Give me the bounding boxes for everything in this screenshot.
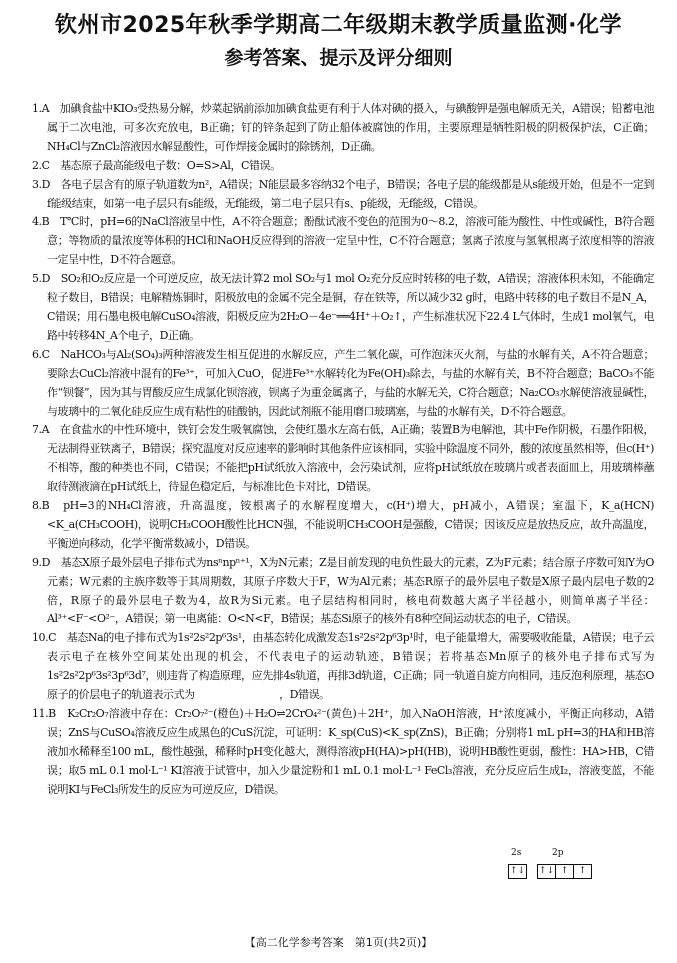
- answer-9: [32, 554, 654, 630]
- answer-text: D SO₂和O₂反应是一个可逆反应，故无法计算2 mol SO₂与1 mol O₂充分反应时转移的电子数，A错误；溶液体积未知，不能确定粒子数目，B错误；电解精炼铜时，阳极放电的金属不完全是铜，存在铁等，所以减少32 g时，电路中转移的电子数目不是N_A，C错误；用石墨电极电解CuSO₄溶液，阳极反应为2H₂O－4e⁻══4H⁺＋O₂↑，产生标准状况下22.4 L气体时，生成1 mol氧气，电路中转移4N_A个电子，D正确。: [41, 272, 654, 342]
- answer-number: 3.: [32, 177, 42, 191]
- answer-text: D 各电子层含有的原子轨道数为n²，A错误；N能层最多容纳32个电子，B错误；各电子层的能级都是从s能级开始，但是不一定到f能级结束，如第一电子层只有s能级，无f能级，第二电子层只有s、p能级，无f能级，C错误。: [41, 177, 654, 210]
- answer-6: [32, 346, 654, 422]
- orbital-box-2p: ↑↓: [537, 864, 556, 879]
- answer-number: 5.: [32, 272, 42, 286]
- answer-number: 11.: [32, 707, 49, 720]
- answer-text: C NaHCO₃与Al₂(SO₄)₃两种溶液发生相互促进的水解反应，产生二氧化碳，可作泡沫灭火剂，与盐的水解有关，A不符合题意；要除去CuCl₂溶液中混有的Fe³⁺，可加入CuO，促进Fe³⁺水解转化为Fe(OH)₃除去，与盐的水解有关，B不符合题意；BaCO₃不能作“钡餐”，因为其与胃酸反应生成氯化钡溶液，钡离子为重金属离子，与盐的水解无关，C符合题意；Na₂CO₃水解使溶液显碱性，与玻璃中的二氧化硅反应生成有粘性的硅酸钠，因此试剂瓶不能用磨口玻璃塞，与盐的水解有关，D不符合题意。: [41, 347, 654, 418]
- answer-number: 6.: [32, 347, 42, 361]
- answer-text: A 加碘食盐中KIO₃受热易分解，炒菜起锅前添加加碘食盐更有利于人体对碘的摄入，与碘酸钾是强电解质无关，A错误；铅蓄电池属于二次电池，可多次充放电，B正确；钉的锌条起到了防止船体被腐蚀的作用，主要原理是牺牲阳极的阴极保护法，C正确；NH₄Cl与ZnCl₂溶液因水解显酸性，可作焊接金属时的除锈剂，D正确。: [41, 102, 654, 153]
- orbital-box-2s: ↑↓: [508, 864, 527, 879]
- page-footer: 【高二化学参考答案 第1页(共2页)】: [244, 936, 433, 949]
- answer-text: C 基态Na的电子排布式为1s²2s²2p⁶3s¹，由基态转化成激发态1s²2s²2p⁶3p¹时，电子能量增大，需要吸收能量，A错误；电子云表示电子在核外空间某处出现的机会，不代表电子的运动轨迹，B错误；若将基态Mn原子的核外电子排布式写为1s²2s²2p⁶3s²3p⁶3d⁷，则违背了构造原理，应先排4s轨道，再排3d轨道，C正确；同一轨道自旋方向相同，违反泡利原理，基态O原子的价层电子的轨道表示式为 ，D错误。: [47, 631, 654, 702]
- orbital-box-2p: ↑: [573, 864, 592, 879]
- orbital-diagram: [508, 848, 591, 883]
- answer-text: B K₂Cr₂O₇溶液中存在：Cr₂O₇²⁻(橙色)＋H₂O⇌2CrO₄²⁻(黄色)＋2H⁺，加入NaOH溶液，H⁺浓度减小，平衡正向移动，A错误；ZnS与CuSO₄溶液反应生成黑色的CuS沉淀，可证明：K_sp(CuS)<K_sp(ZnS)，B正确；分别将1 mL pH=3的HA和HB溶液加水稀释至100 mL，酸性越强，稀释时pH变化越大，测得溶液pH(HA)>pH(HB)，说明HB酸性更弱，酸性：HA>HB，C错误；取5 mL 0.1 mol·L⁻¹ KI溶液于试管中，加入少量淀粉和1 mL 0.1 mol·L⁻¹ FeCl₃溶液，充分反应后生成I₂，溶液变蓝，不能说明KI与FeCl₃所发生的反应为可逆反应，D错误。: [47, 707, 654, 796]
- answer-list: [32, 100, 654, 800]
- answer-number: 9.: [32, 555, 42, 569]
- page-title: 钦州市2025年秋季学期高二年级期末教学质量监测·化学: [54, 13, 623, 38]
- answer-number: 4.: [32, 215, 42, 229]
- orbital-box-2p: ↑: [555, 864, 574, 879]
- answer-text: B T℃时，pH=6的NaCl溶液呈中性，A不符合题意；酚酞试液不变色的范围为0～8.2，溶液可能为酸性、中性或碱性，B符合题意；等物质的量浓度等体积的HCl和NaOH反应得到的溶液一定呈中性，C不符合题意；氢离子浓度与氢氧根离子浓度相等的溶液一定呈中性，D不符合题意。: [41, 215, 654, 267]
- answer-8: [32, 497, 654, 554]
- orbital-label-2s: 2s: [511, 848, 522, 858]
- answer-10: [32, 629, 654, 705]
- answer-7: [32, 421, 654, 497]
- answer-number: 2.: [32, 158, 42, 172]
- answer-number: 1.: [32, 102, 42, 115]
- answer-1: [32, 100, 654, 157]
- answer-11: [32, 705, 654, 800]
- answer-text: A 在食盐水的中性环境中，铁钉会发生吸氧腐蚀，会使红墨水左高右低，A正确；装置B为电解池，其中Fe作阴极，石墨作阳极，无法制得亚铁离子，B错误；探究温度对反应速率的影响时其他条件应该相同，实验中除温度不同外，酸的浓度虽然相等，但c(H⁺)不相等，酸的种类也不同，C错误；不能把pH试纸放入溶液中，会污染试剂，应将pH试纸放在玻璃片或者表面皿上，用玻璃棒蘸取待测液滴在pH试纸上，待显色稳定后，与标准比色卡对比，D错误。: [41, 423, 654, 494]
- answer-number: 7.: [32, 423, 42, 437]
- answer-4: [32, 213, 654, 270]
- page-subtitle: 参考答案、提示及评分细则: [224, 47, 453, 69]
- answer-number: 8.: [32, 499, 42, 513]
- answer-5: [32, 270, 654, 346]
- answer-number: 10.: [32, 631, 49, 645]
- answer-text: C 基态原子最高能级电子数：O=S>Al，C错误。: [41, 158, 281, 172]
- answer-3: [32, 176, 654, 214]
- orbital-label-2p: 2p: [552, 848, 564, 858]
- answer-text: B pH=3的NH₄Cl溶液，升高温度，铵根离子的水解程度增大，c(H⁺)增大，pH减小，A错误；室温下，K_a(HCN)<K_a(CH₃COOH)，说明CH₃COOH酸性比HCN强，不能说明CH₃COOH是强酸，C错误；因该反应是放热反应，故升高温度，平衡逆向移动，化学平衡常数减小，D错误。: [41, 499, 654, 550]
- answer-text: D 基态X原子最外层电子排布式为nsⁿnpⁿ⁺¹，X为N元素；Z是目前发现的电负性最大的元素，Z为F元素；结合原子序数可知Y为O元素；W元素的主族序数等于其周期数，其原子序数大于F，W为Al元素；基态R原子的最外层电子数是X原子最内层电子数的2倍，R原子的最外层电子数为4，故R为Si元素。电子层结构相同时，核电荷数越大离子半径越小，则简单离子半径：Al³⁺<F⁻<O²⁻，A错误；第一电离能：O<N<F，B错误；基态Si原子的核外有8种空间运动状态的电子，C错误。: [41, 555, 654, 626]
- answer-2: [32, 157, 654, 176]
